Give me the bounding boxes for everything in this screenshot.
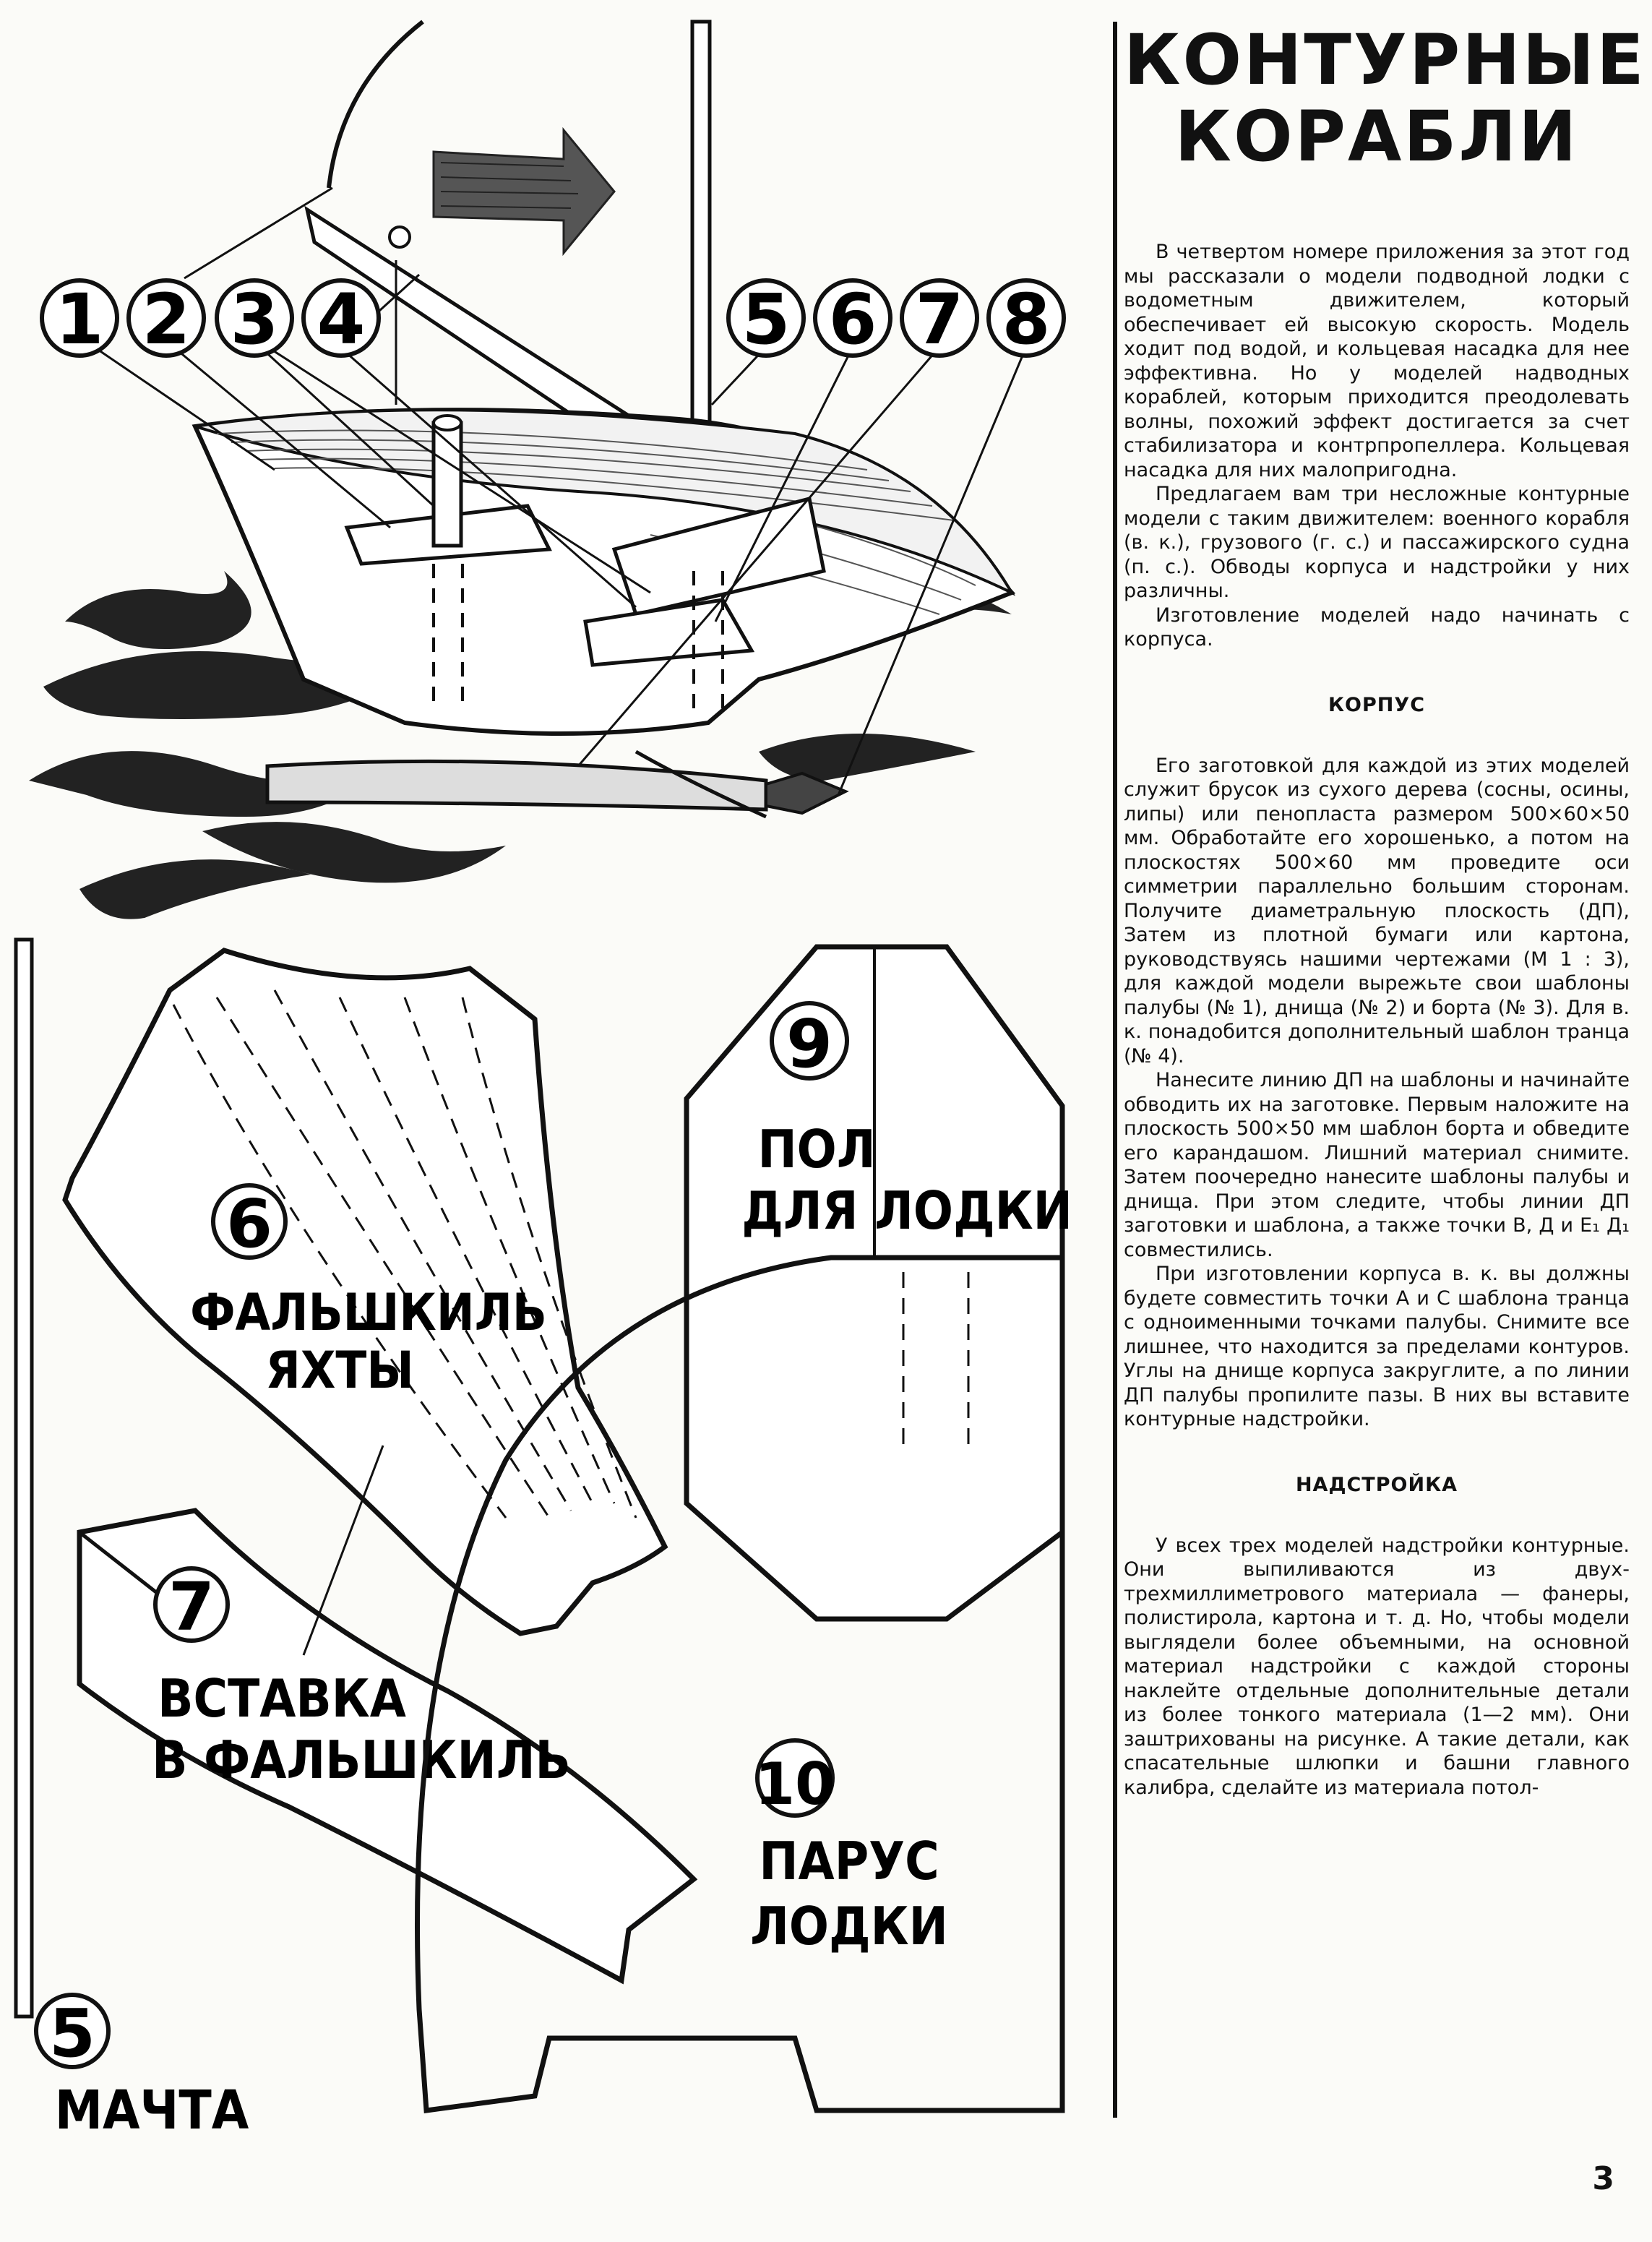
part-7-label-line1: ВСТАВКА [158, 1668, 406, 1729]
column-divider [1113, 22, 1117, 2118]
svg-text:7: 7 [168, 1568, 215, 1646]
hull-paragraph-2: Нанесите линию ДП на шаблоны и начинайте обводить их на заготовке. Первым наложите на плоскость 500×50 мм шаблон борта и обведите его карандашом. Лишний материал снимите. Затем поочередно нанесите шаблоны палубы и днища. При этом следите, чтобы линии ДП заготовки и шаблона, а также точки В, Д и Е₁ Д₁ совместились. [1124, 1069, 1630, 1261]
callout-8 [989, 279, 1064, 360]
hull-paragraph-3: При изготовлении корпуса в. к. вы должны будете совместить точки А и С шаблона транца с одноименными точками палубы. Снимите все лишнее, что находится за пределами контуров. Углы на днище корпуса закруглите, а по линии ДП палубы пропилите пазы. В них вы вставите контурные надстройки. [1124, 1263, 1630, 1430]
article-title [1124, 20, 1646, 177]
svg-text:5: 5 [48, 1995, 96, 2072]
direction-arrow-icon [434, 130, 614, 253]
svg-text:10: 10 [754, 1751, 835, 1818]
page-number: 3 [1592, 2160, 1614, 2197]
callout-1 [42, 279, 117, 360]
svg-text:4: 4 [317, 279, 366, 360]
callout-6 [815, 279, 890, 360]
boat-hull [195, 410, 1012, 734]
svg-text:6: 6 [828, 279, 877, 360]
callout-4 [304, 279, 379, 360]
svg-text:6: 6 [225, 1185, 273, 1263]
callout-7 [902, 279, 977, 360]
intro-paragraph-2: Предлагаем вам три несложные контурные модели с таким движителем: военного корабля (в. к.), грузового (г. с.) и пассажирского судна (п. с.). Обводы корпуса и надстройки у них различны. [1124, 483, 1630, 602]
svg-text:3: 3 [230, 279, 279, 360]
part-9-label-line1: ПОЛ [757, 1119, 876, 1180]
article-text-column [1124, 20, 1646, 2219]
hull-paragraph-1: Его заготовкой для каждой из этих моделей служит брусок из сухого дерева (сосны, осины, липы) или пенопласта размером 500×60×50 мм. Обработайте его хорошенько, а потом на плоскостях 500×60 мм проведите оси симметрии параллельно большим сторонам. Получите диаметральную плоскость (ДП), Затем из плотной бумаги или картона, руководствуясь нашими чертежами (М 1 : 3), для каждой модели вырежьте свои шаблоны палубы (№ 1), днища (№ 2) и борта (№ 3). Для в. к. понадобится дополнительный шаблон транца (№ 4). [1124, 754, 1630, 1068]
superstructure-paragraph-1: У всех трех моделей надстройки контурные. Они выпиливаются из двух-трехмиллиметрового материала — фанеры, полистирола, картона и т. д. Но, чтобы модели выглядели более объемными, на основной материал надстройки с каждой стороны наклейте отдельные дополнительные детали из более тонкого материала (1—2 мм). Они заштрихованы на рисунке. А такие детали, как спасательные шлюпки и башни главного калибра, сделайте из материала потол- [1124, 1534, 1630, 1799]
svg-text:8: 8 [1002, 279, 1051, 360]
part-10-label-line2: ЛОДКИ [750, 1896, 948, 1957]
part-10-label-line1: ПАРУС [759, 1831, 939, 1891]
sail-edge [329, 22, 423, 188]
part-9-floor-template [687, 947, 1072, 1619]
svg-text:2: 2 [142, 279, 191, 360]
part-9-label-line2: ДЛЯ ЛОДКИ [741, 1180, 1072, 1241]
callout-group-5-8 [728, 279, 1064, 360]
propeller-unit [267, 752, 846, 817]
section-heading-superstructure: НАДСТРОЙКА [1295, 1473, 1458, 1496]
callout-3 [217, 279, 292, 360]
callout-group-1-4 [42, 279, 379, 360]
svg-text:9: 9 [786, 1005, 833, 1083]
svg-text:7: 7 [915, 279, 964, 360]
svg-text:1: 1 [55, 279, 104, 360]
part-6-label-line1: ФАЛЬШКИЛЬ [190, 1283, 547, 1342]
part-7-label-line2: В ФАЛЬШКИЛЬ [152, 1730, 571, 1790]
intro-paragraph-3: Изготовление моделей надо начинать с корпуса. [1124, 604, 1630, 650]
part-5-label: МАЧТА [54, 2079, 249, 2142]
title-line-1: КОНТУРНЫЕ [1124, 20, 1646, 100]
part-6-label-line2: ЯХТЫ [265, 1341, 414, 1400]
callout-2 [129, 279, 204, 360]
intro-paragraph-1: В четвертом номере приложения за этот год мы рассказали о модели подводной лодки с водометным движителем, который обеспечивает ей высокую скорость. Модель ходит под водой, и кольцевая насадка для нее эффективна. Но у моделей надводных кораблей, которым приходится преодолевать волны, похожий эффект достигается за счет стабилизатора и контрпропеллера. Кольцевая насадка для них малопригодна. [1124, 241, 1630, 481]
svg-text:5: 5 [741, 279, 791, 360]
callout-5 [728, 279, 804, 360]
title-line-2: КОРАБЛИ [1174, 96, 1579, 177]
section-heading-hull: КОРПУС [1328, 693, 1426, 716]
